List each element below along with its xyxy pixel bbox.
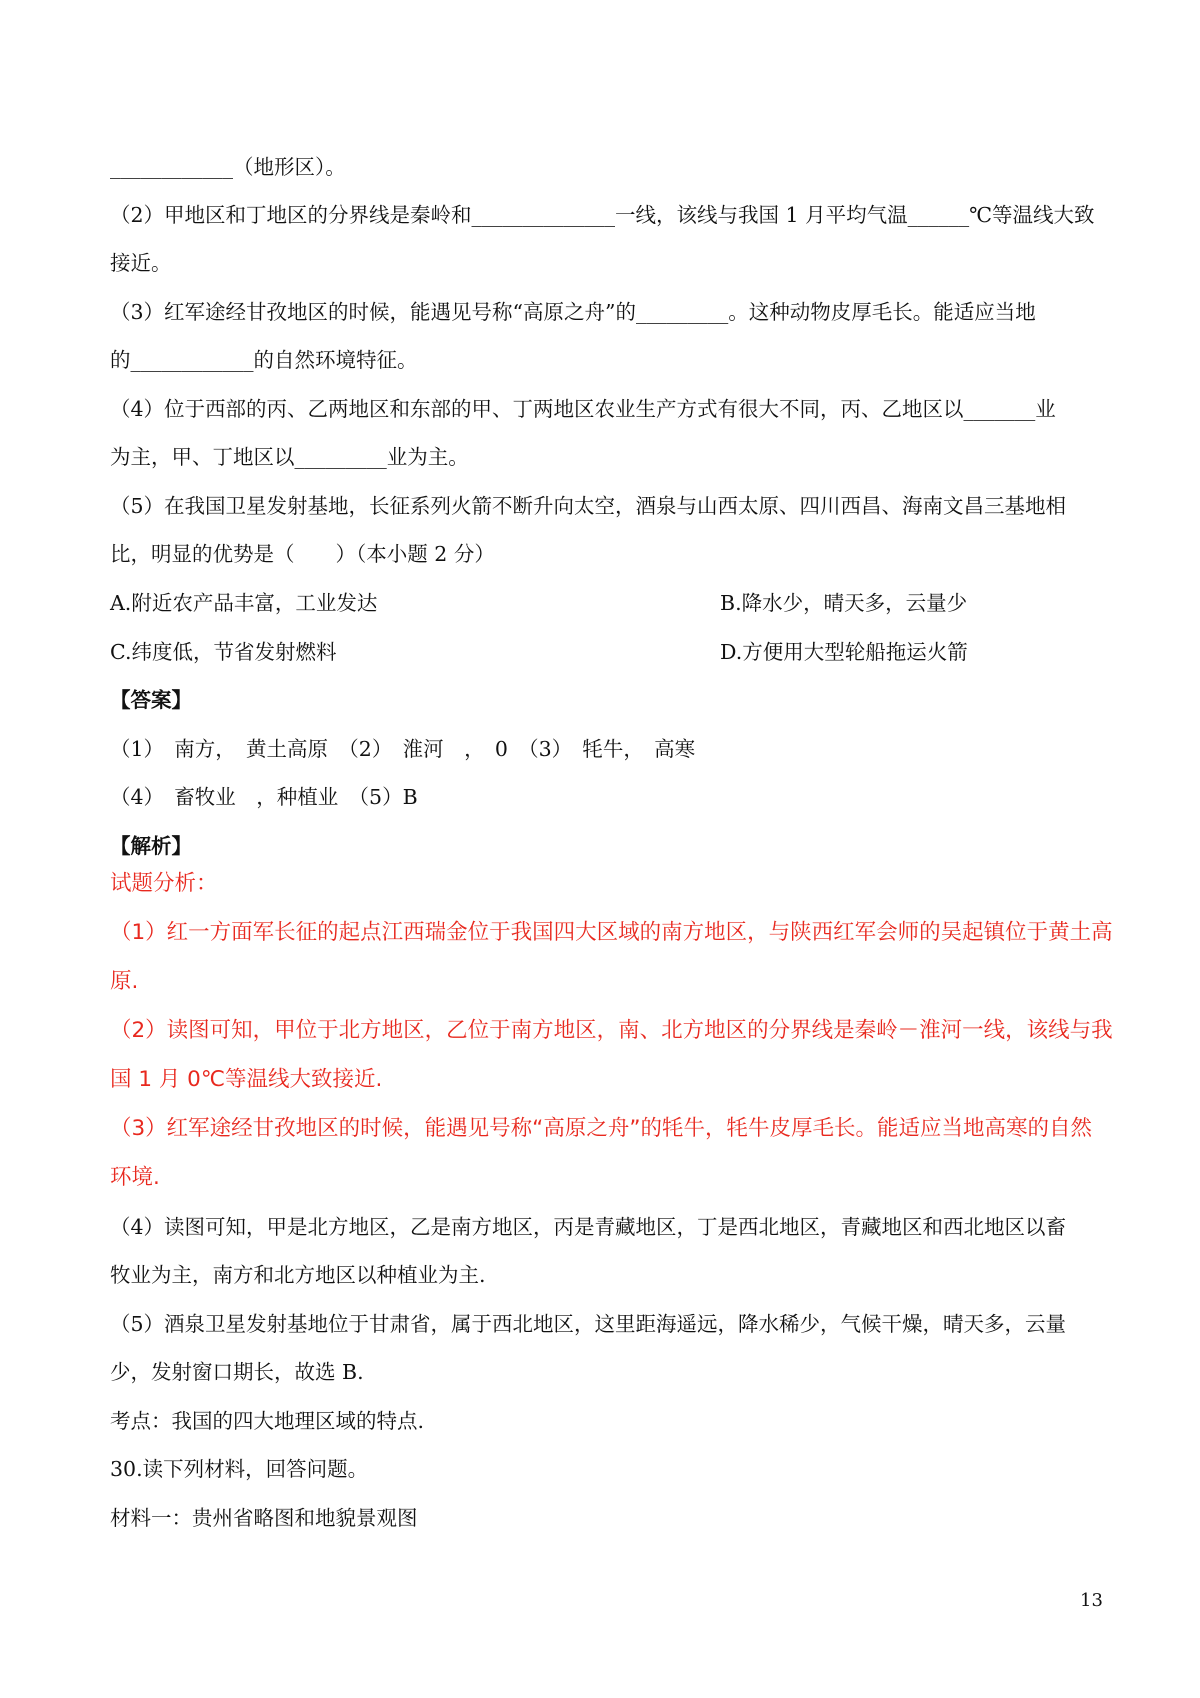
analysis-5-line1: （5）酒泉卫星发射基地位于甘肃省，属于西北地区，这里距海遥远，降水稀少，气候干燥，晴天多，云量	[110, 1312, 1067, 1336]
option-d: D.方便用大型轮船拖运火箭	[720, 640, 968, 664]
analysis-1-line2: 原.	[110, 969, 139, 994]
q2-line1: （2）甲地区和丁地区的分界线是秦岭和______________一线，该线与我国 1 月平均气温______℃等温线大致	[110, 203, 1095, 227]
key-point: 考点：我国的四大地理区域的特点.	[110, 1409, 425, 1433]
option-row-1	[110, 588, 1100, 618]
q30-title: 30.读下列材料，回答问题。	[110, 1457, 369, 1481]
q4-line1: （4）位于西部的丙、乙两地区和东部的甲、丁两地区农业生产方式有很大不同，丙、乙地区以_______业	[110, 397, 1056, 421]
analysis-2-line1: （2）读图可知，甲位于北方地区，乙位于南方地区，南、北方地区的分界线是秦岭－淮河一线，该线与我	[110, 1018, 1113, 1043]
analysis-1-line1: （1）红一方面军长征的起点江西瑞金位于我国四大区域的南方地区，与陕西红军会师的吴起镇位于黄土高	[110, 920, 1113, 945]
analysis-subheading: 试题分析：	[110, 871, 218, 896]
answer-heading: 【答案】	[110, 688, 192, 712]
q2-line2: 接近。	[110, 251, 172, 275]
analysis-5-line2: 少，发射窗口期长，故选 B.	[110, 1360, 364, 1384]
q3-line1: （3）红军途经甘孜地区的时候，能遇见号称“高原之舟”的_________。这种动物皮厚毛长。能适应当地	[110, 300, 1036, 324]
analysis-heading: 【解析】	[110, 834, 192, 858]
q1-tail: ____________（地形区）。	[110, 155, 346, 179]
answer-line2: （4） 畜牧业 ，种植业 （5）B	[110, 785, 418, 809]
q4-line2: 为主，甲、丁地区以_________业为主。	[110, 445, 469, 469]
q5-line1: （5）在我国卫星发射基地，长征系列火箭不断升向太空，酒泉与山西太原、四川西昌、海南文昌三基地相	[110, 494, 1067, 518]
option-c: C.纬度低，节省发射燃料	[110, 640, 337, 664]
option-row-2	[110, 637, 1100, 667]
analysis-3-line1: （3）红军途经甘孜地区的时候，能遇见号称“高原之舟”的牦牛，牦牛皮厚毛长。能适应当地高寒的自然	[110, 1116, 1092, 1141]
analysis-2-line2: 国 1 月 0℃等温线大致接近.	[110, 1067, 383, 1092]
answer-line1: （1） 南方， 黄土高原 （2） 淮河 ， 0 （3） 牦牛， 高寒	[110, 737, 696, 761]
q30-material: 材料一：贵州省略图和地貌景观图	[110, 1506, 418, 1530]
option-a: A.附近农产品丰富，工业发达	[110, 591, 378, 615]
analysis-4-line2: 牧业为主，南方和北方地区以种植业为主.	[110, 1263, 486, 1287]
option-b: B.降水少，晴天多，云量少	[720, 591, 968, 615]
q5-line2: 比，明显的优势是（ ）（本小题 2 分）	[110, 542, 495, 566]
q3-line2: 的____________的自然环境特征。	[110, 348, 418, 372]
page-number: 13	[1080, 1590, 1103, 1611]
analysis-4-line1: （4）读图可知，甲是北方地区，乙是南方地区，丙是青藏地区，丁是西北地区，青藏地区和西北地区以畜	[110, 1215, 1067, 1239]
analysis-3-line2: 环境.	[110, 1165, 160, 1190]
